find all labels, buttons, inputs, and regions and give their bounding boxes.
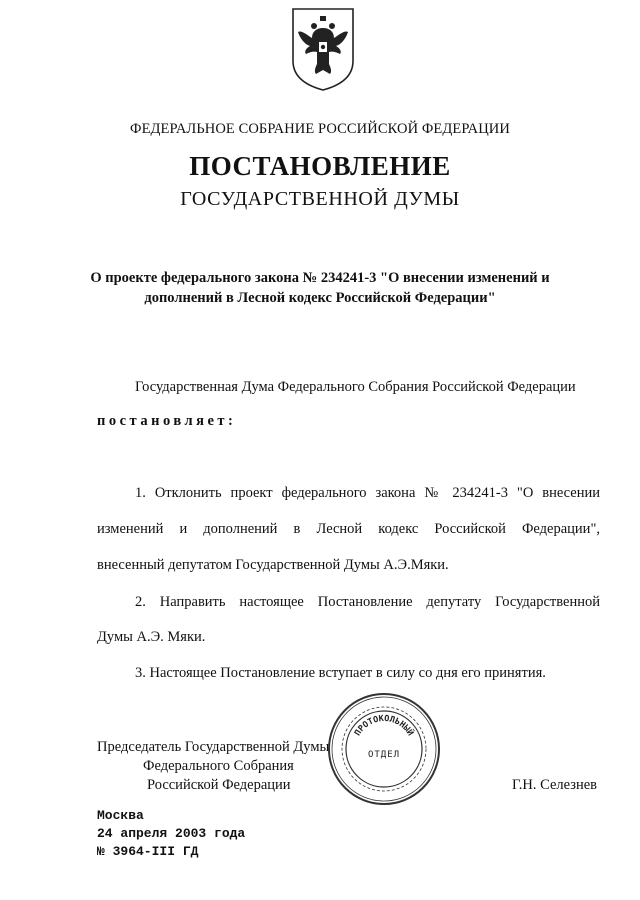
issuing-body: ФЕДЕРАЛЬНОЕ СОБРАНИЕ РОССИЙСКОЙ ФЕДЕРАЦИИ <box>130 121 510 137</box>
paragraph-3: 3. Настоящее Постановление вступает в силу со дня его принятия. <box>135 665 546 681</box>
document-title: ПОСТАНОВЛЕНИЕ <box>189 151 451 181</box>
signatory-title-line-3: Российской Федерации <box>147 777 291 793</box>
preamble: Государственная Дума Федерального Собрания Российской Федерации <box>135 379 576 395</box>
paragraph-1-line-2: изменений и дополнений в Лесной кодекс Российской Федерации", <box>97 521 600 537</box>
adoption-date: 24 апреля 2003 года <box>97 826 246 841</box>
paragraph-1-line-3: внесенный депутатом Государственной Думы А.Э.Мяки. <box>97 557 449 573</box>
document-subject <box>0 268 640 308</box>
coat-of-arms-emblem <box>290 6 356 92</box>
place-of-adoption: Москва <box>97 808 144 823</box>
paragraph-2-line-1: 2. Направить настоящее Постановление депутату Государственной <box>135 594 600 610</box>
subject-line-2: дополнений в Лесной кодекс Российской Федерации" <box>144 290 496 306</box>
subject-line-1: О проекте федерального закона № 234241-3 "О внесении изменений и <box>90 270 550 286</box>
stamp-center-text: ОТДЕЛ <box>367 750 401 760</box>
signatory-title-line-1: Председатель Государственной Думы <box>97 739 330 755</box>
signatory-title-line-2: Федерального Собрания <box>143 758 294 774</box>
paragraph-1-line-1: 1. Отклонить проект федерального закона № 234241-3 "О внесении <box>135 485 600 501</box>
stamp-inner-arc: ПРОТОКОЛЬНЫЙ <box>353 713 415 738</box>
decree-word: постановляет: <box>97 413 237 429</box>
document-subtitle: ГОСУДАРСТВЕННОЙ ДУМЫ <box>180 188 460 210</box>
official-stamp <box>326 691 442 807</box>
signatory-name: Г.Н. Селезнев <box>512 777 597 793</box>
document-number: № 3964-III ГД <box>97 844 199 859</box>
paragraph-2-line-2: Думы А.Э. Мяки. <box>97 629 206 645</box>
